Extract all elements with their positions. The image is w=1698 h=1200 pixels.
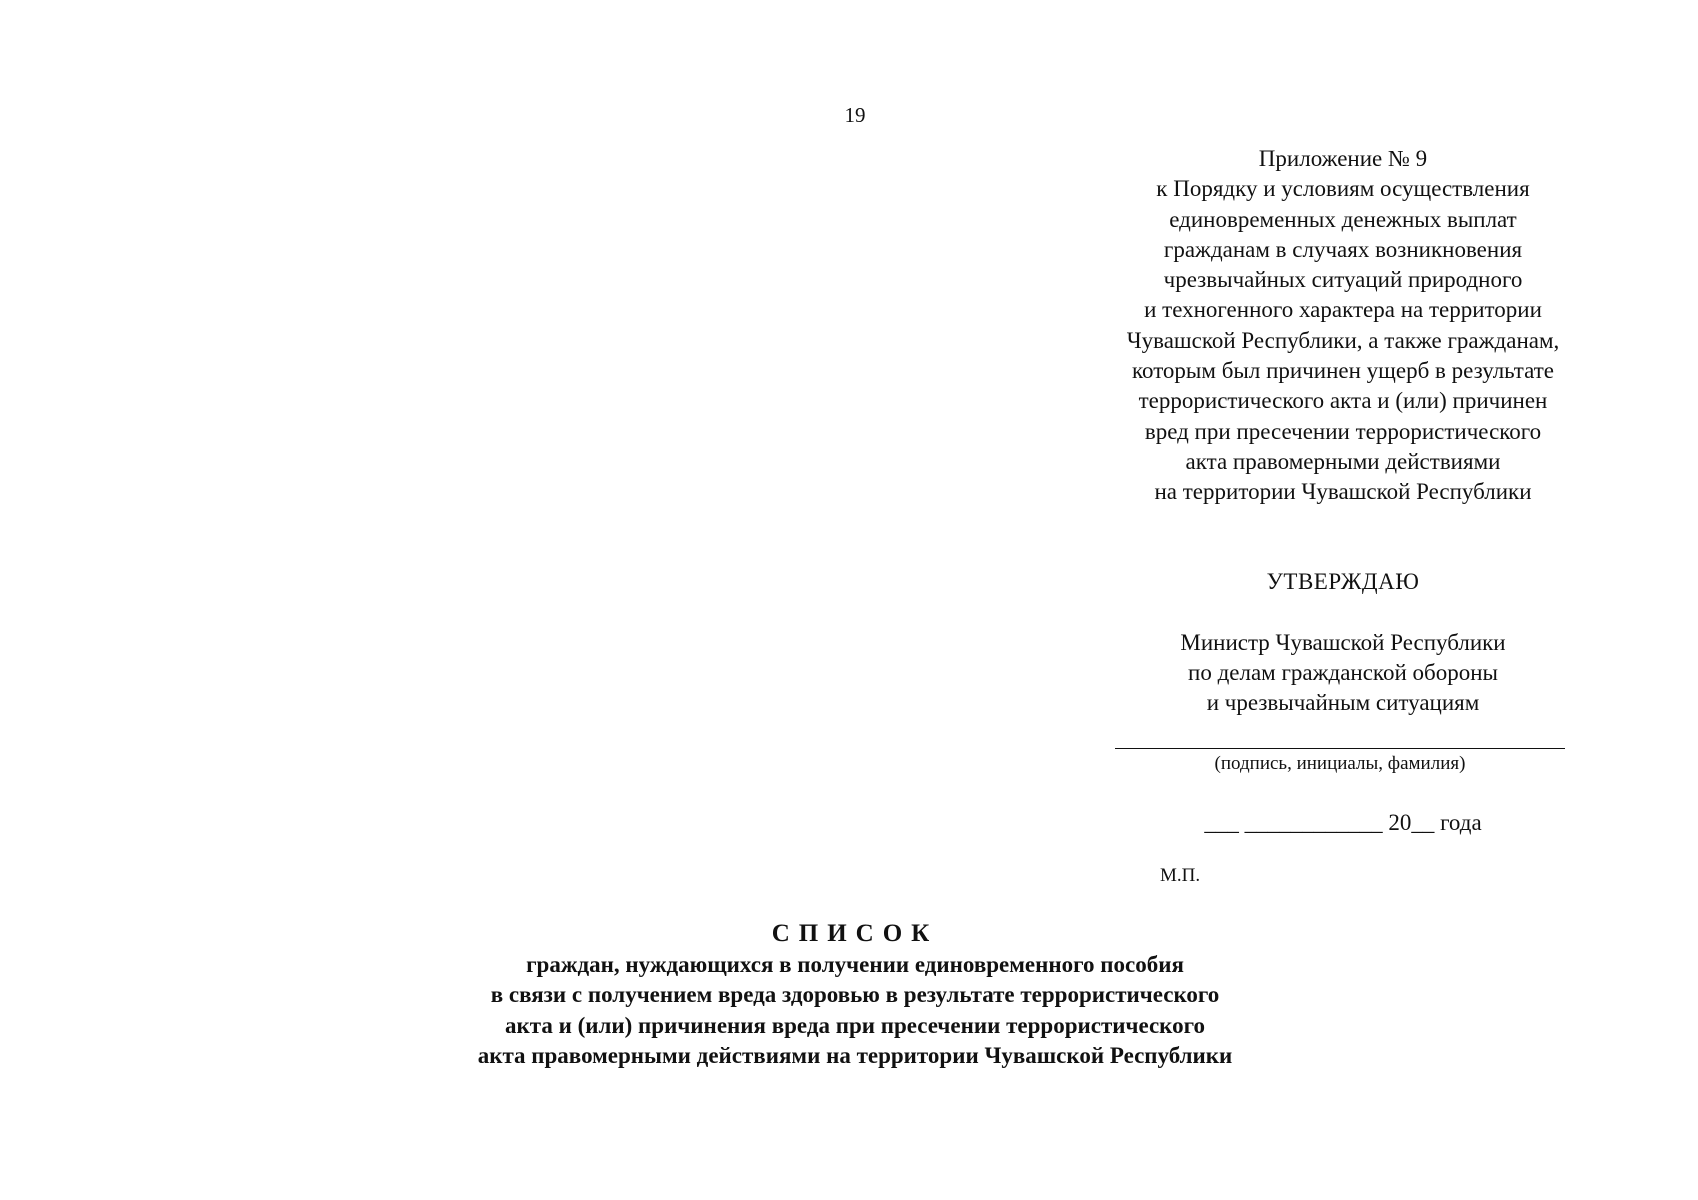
date-line: ___ ____________ 20__ года [1204,810,1482,835]
list-title: СПИСОК [771,920,939,947]
minister-position [1073,628,1613,718]
seal-placeholder: М.П. [1160,865,1201,886]
appendix-line: Чувашской Республики, а также гражданам, [1126,327,1560,353]
appendix-line: и техногенного характера на территории [1144,297,1542,323]
appendix-line: которым был причинен ущерб в результате [1131,358,1555,384]
appendix-line: чрезвычайных ситуаций природного [1163,267,1523,293]
position-line: и чрезвычайным ситуациям [1206,690,1480,715]
appendix-line: на территории Чувашской Республики [1154,479,1532,505]
position-line: Министр Чувашской Республики [1180,630,1506,655]
position-line: по делам гражданской обороны [1188,660,1498,685]
signature-line [1115,748,1565,749]
subtitle-line: акта правомерными действиями на территории Чувашской Республики [477,1042,1233,1068]
appendix-line: Приложение № 9 [1258,146,1428,171]
list-subtitle [0,950,1698,1071]
approval-heading: УТВЕРЖДАЮ [1266,569,1420,594]
appendix-block [1073,144,1613,508]
subtitle-line: граждан, нуждающихся в получении единовременного пособия [526,952,1184,977]
signature-caption: (подпись, инициалы, фамилия) [1214,753,1466,774]
appendix-line: к Порядку и условиям осуществления [1156,176,1530,202]
subtitle-line: акта и (или) причинения вреда при пресечении террористического [504,1012,1205,1038]
appendix-line: террористического акта и (или) причинен [1138,388,1548,414]
appendix-line: единовременных денежных выплат [1169,206,1517,232]
page-number: 19 [844,103,866,127]
appendix-line: акта правомерными действиями [1185,448,1501,474]
appendix-line: вред при пресечении террористического [1144,418,1542,444]
subtitle-line: в связи с получением вреда здоровью в результате террористического [490,982,1220,1008]
appendix-line: гражданам в случаях возникновения [1163,236,1523,262]
